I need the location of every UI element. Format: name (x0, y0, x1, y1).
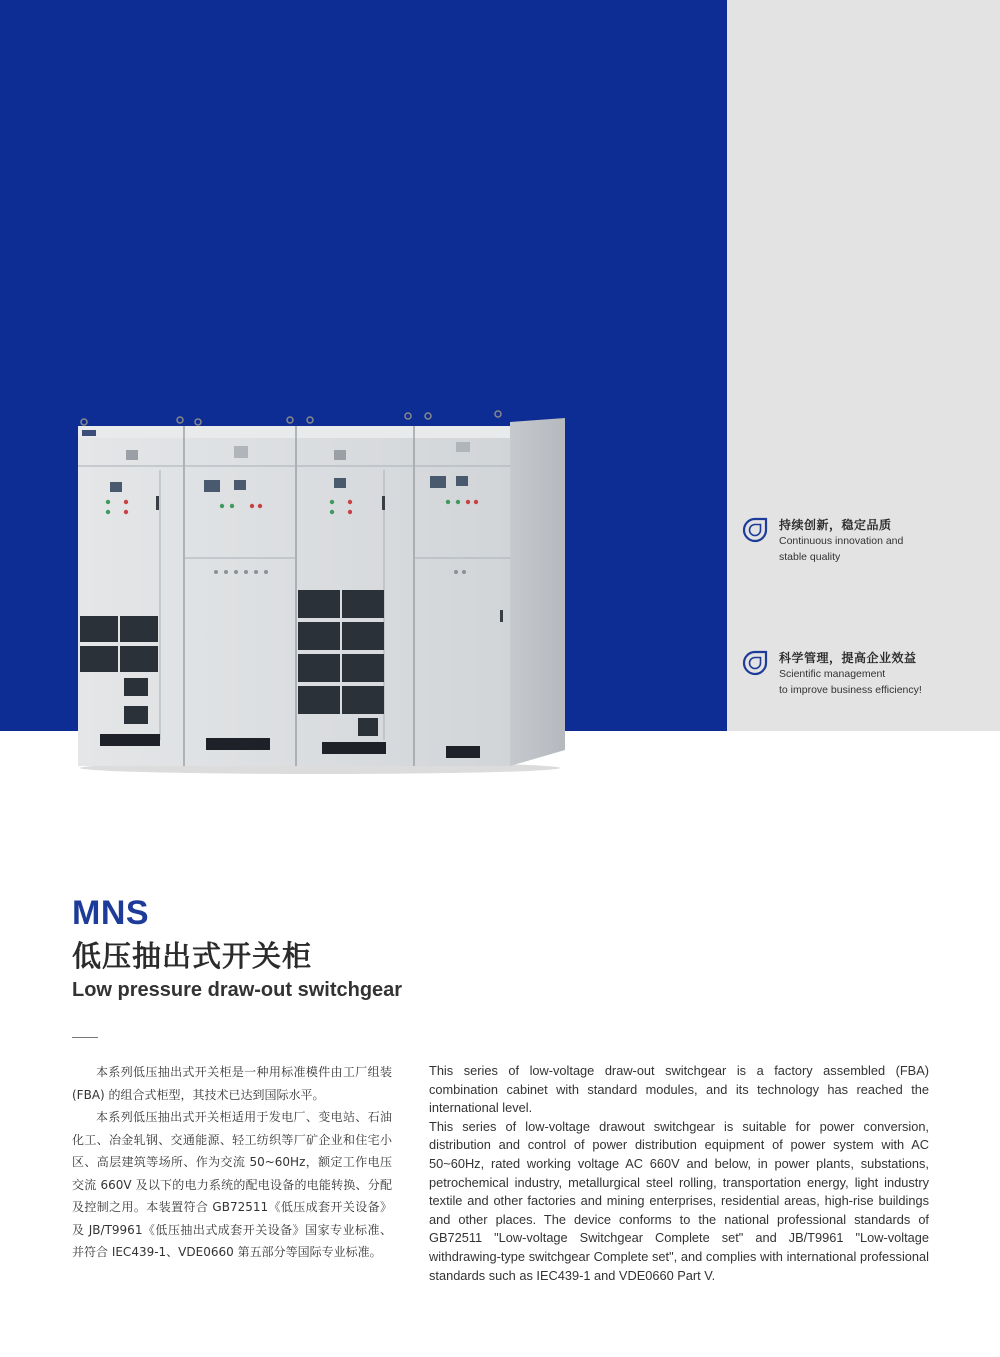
description-cn-paragraph: 本系列低压抽出式开关柜是一种用标准模件由工厂组装 (FBA) 的组合式柜型，其技术已达到国际水平。 (72, 1065, 392, 1102)
feature-title-cn: 持续创新，稳定品质 (779, 518, 892, 532)
feature-subtitle-en: Scientific management to improve business efficiency! (779, 668, 922, 696)
description-en-paragraph: This series of low-voltage drawout switchgear is suitable for power conversion, distribution and control of power distribution equipment of power system with AC 50~60Hz, rated working voltage AC 660V and below, in power plants, substations, petrochemical industry, metallurgical steel rolling, transportation energy, light industry textile and other factories and mining enterprises, residential areas, high-rise buildings and other places. The device conforms to the national professional standards of GB72511 "Low-voltage Switchgear Complete set" and JB/T9961 "Low-voltage withdrawing-type switchgear Complete set", and complies with international professional standards such as IEC439-1 and VDE0660 Part V. (429, 1118, 929, 1283)
description-cn (72, 1061, 392, 1264)
product-title-en: Low pressure draw-out switchgear (72, 979, 403, 1001)
drop-badge-icon (742, 650, 768, 676)
feature-subtitle-en: Continuous innovation and stable quality (779, 535, 904, 563)
description-en (429, 1062, 929, 1285)
drop-badge-icon (742, 517, 768, 543)
model-title: MNS (72, 894, 150, 932)
section-divider (72, 1037, 98, 1038)
product-title-cn: 低压抽出式开关柜 (72, 939, 313, 973)
description-cn-paragraph: 本系列低压抽出式开关柜适用于发电厂、变电站、石油化工、冶金轧钢、交通能源、轻工纺织等厂矿企业和住宅小区、高层建筑等场所、作为交流 50~60Hz，额定工作电压交流 660V 及以下的电力系统的配电设备的电能转换、分配及控制之用。本装置符合 GB72511《低压成套开关设备》及 JB/T9961《低压抽出式成套开关设备》国家专业标准、并符合 IEC439-1、VDE0660 第五部分等国际专业标准。 (72, 1110, 392, 1259)
feature-title-cn: 科学管理，提高企业效益 (779, 651, 917, 665)
switchgear-cabinet-illustration (70, 400, 580, 775)
description-en-paragraph: This series of low-voltage draw-out switchgear is a factory assembled (FBA) combination cabinet with standard modules, and its technology has reached the international level. (429, 1063, 929, 1116)
hero-gray-panel (727, 0, 1000, 731)
